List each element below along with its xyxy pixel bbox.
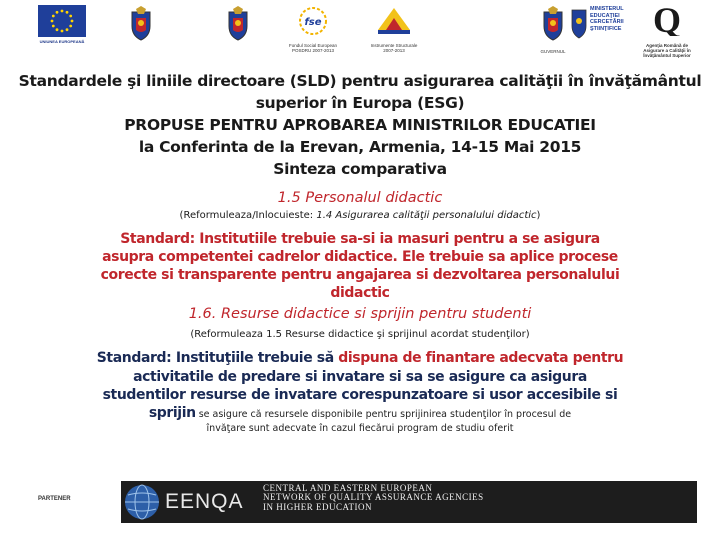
section-1-6-reform: (Reformuleaza 1.5 Resurse didactice şi sprijinul acordat studenţilor) (190, 329, 530, 340)
title-line-5: Sinteza comparativa (273, 160, 447, 178)
std-l4-small: se asigure că resursele disponibile pentru sprijinirea studenţilor în procesul de (195, 409, 572, 420)
coat-of-arms-icon (128, 6, 154, 42)
ministry-name: MINISTERUL EDUCAŢIEI CERCETĂRII ŞTIINŢIFICE (590, 6, 624, 32)
banner-line-1: CENTRAL AND EASTERN EUROPEAN (263, 483, 433, 493)
standard-1-6-line-5: învăţare sunt adecvate în cazul fiecărui program de studiu oferit (206, 423, 514, 434)
title-line-3: PROPUSE PENTRU APROBAREA MINISTRILOR EDUCATIEI (124, 116, 596, 134)
banner-line-2: NETWORK OF QUALITY ASSURANCE AGENCIES (263, 492, 484, 503)
is-caption: Instrumente Structurale 2007-2013 (370, 43, 418, 53)
title-line-4: la Conferinta de la Erevan, Armenia, 14-15 Mai 2015 (138, 138, 582, 156)
standard-1-5-line-2: asupra competentei cadrelor didactice. Ele trebuie sa aplice procese (102, 249, 618, 265)
ceenqa-banner (121, 481, 697, 523)
eu-caption: UNIUNEA EUROPEANĂ (39, 39, 85, 44)
structural-instruments-logo (363, 4, 425, 53)
std-l4-red: sprijin (148, 405, 196, 421)
ministry-crest-icon (570, 6, 588, 40)
section-heading-1-6: 1.6. Resurse didactice si sprijin pentru studenti (188, 306, 532, 322)
standard-1-5-line-3: corecte si transparente pentru angajarea si dezvoltarea personalului (100, 267, 620, 283)
eu-logo (37, 5, 87, 44)
standard-1-6-line-3: studentilor resurse de invatare corespunzatoare si usor accesibile si (102, 387, 618, 403)
ceenqa-globe-icon (123, 483, 161, 521)
standard-1-5-line-4: didactic (330, 285, 390, 301)
government-crest-1 (123, 6, 159, 47)
structural-instruments-icon (374, 4, 414, 36)
ministry-logo (570, 6, 628, 40)
aracis-q-icon (649, 2, 685, 36)
standard-1-5-line-1: Standard: Institutiile trebuie sa-si ia masuri pentru a se asigura (120, 231, 600, 247)
government-crest-3 (533, 6, 573, 54)
government-crest-2 (220, 6, 256, 47)
banner-line-3: IN HIGHER EDUCATION (263, 501, 372, 512)
reform-italic: 1.4 Asigurarea calităţii personalului didactic (316, 210, 537, 221)
guv3-caption: GUVERNUL (540, 49, 566, 54)
eu-flag-icon (38, 5, 86, 37)
aracis-logo (638, 2, 696, 58)
reform-suffix: ) (536, 210, 541, 221)
standard-1-6-line-2: activitatile de predare si invatare si sa se asigure ca asigura (133, 369, 587, 385)
section-heading-1-5: 1.5 Personalul didactic (277, 190, 443, 206)
ceenqa-wordmark: EENQA (165, 490, 244, 513)
aracis-mark: Q (652, 2, 682, 36)
std-l1-red: dispuna de finantare adecvata pentru (338, 350, 624, 366)
standard-label: Standard: (96, 350, 176, 366)
fse-logo (283, 6, 343, 53)
standard-1-6-line-1 (0, 350, 720, 366)
fse-emblem-icon (298, 6, 328, 36)
ceenqa-text (263, 484, 693, 512)
fse-caption: Fondul Social European POSDRU 2007-2013 (288, 43, 338, 53)
coat-of-arms-icon (225, 6, 251, 42)
section-1-5-reform (0, 210, 720, 221)
partner-label: PARTENER (38, 496, 71, 502)
std-l1-dark: Instituţiile trebuie să (175, 350, 339, 366)
title-line-2: superior în Europa (ESG) (255, 94, 465, 112)
coat-of-arms-icon (540, 6, 566, 42)
aracis-caption: Agenţia Română de Asigurare a Calităţii în Învăţământul Superior (643, 43, 691, 58)
reform-prefix: (Reformuleaza/Inlocuieste: (179, 210, 317, 221)
logo-strip (0, 0, 720, 70)
fse-mark: fse (304, 17, 322, 28)
title-line-1: Standardele şi liniile directoare (SLD) pentru asigurarea calităţii în învăţământul (18, 72, 702, 90)
standard-1-6-line-4 (0, 405, 720, 421)
